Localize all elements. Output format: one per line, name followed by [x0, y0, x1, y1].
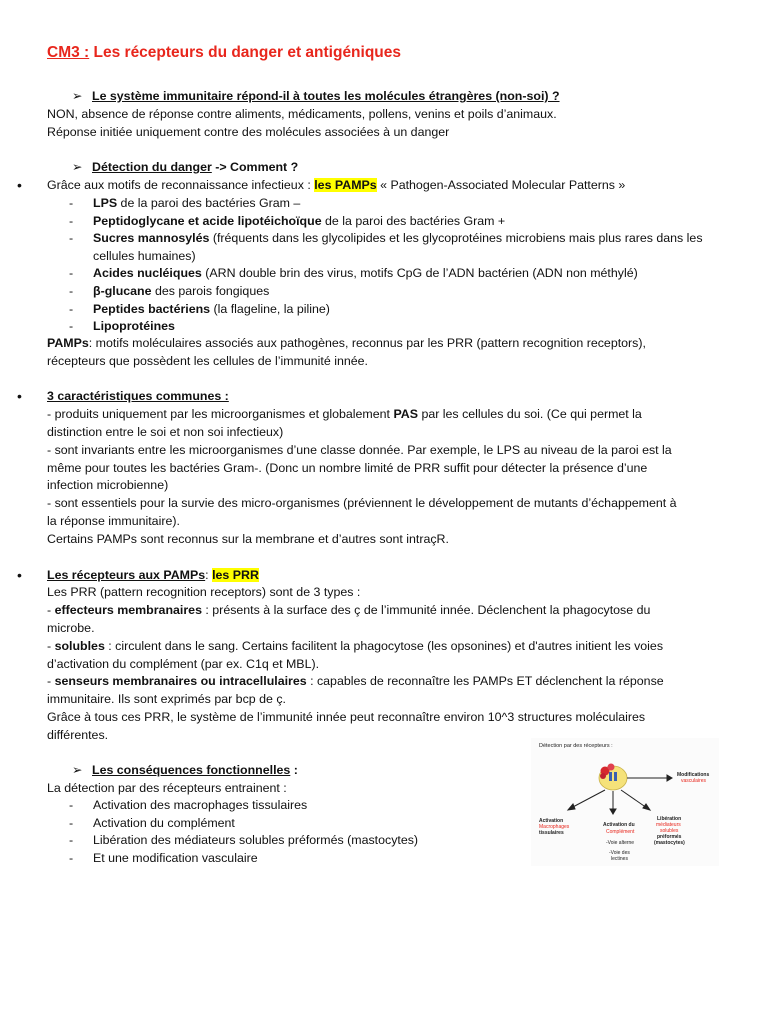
heading-detection: ➢ Détection du danger -> Comment ?: [72, 159, 298, 177]
pamps-definition-line2: récepteurs que possèdent les cellules de l’immunité innée.: [47, 354, 368, 368]
heading-consequences: ➢ Les conséquences fonctionnelles :: [72, 762, 298, 780]
prr-line2: - effecteurs membranaires : présents à la surface des ç de l’immunité innée. Déclenchent la phagocytose du: [47, 603, 651, 617]
list-item: - LPS de la paroi des bactéries Gram –: [69, 196, 301, 210]
label-voie-alterne: -Voie alterne: [606, 840, 635, 846]
label-activation-complement: Activation du: [603, 822, 635, 828]
carac-line4: même pour toutes les bactéries Gram-. (Donc un nombre limité de PRR suffit pour détecter la présence d’une: [47, 461, 648, 475]
label-voie-des: -Voie des: [609, 850, 630, 856]
prr-line6: - senseurs membranaires ou intracellulaires : capables de reconnaître les PAMPs ET déclenchent la réponse: [47, 674, 664, 688]
bullet-dot-icon: •: [17, 567, 22, 583]
label-tissulaires: tissulaires: [539, 830, 564, 836]
list-item: - β-glucane des parois fongiques: [69, 283, 270, 298]
figure-title: Détection par des récepteurs :: [539, 743, 613, 749]
list-item: - Activation des macrophages tissulaires: [69, 798, 308, 812]
bullet-dot-icon: •: [17, 177, 22, 193]
carac-line7: la réponse immunitaire).: [47, 514, 180, 528]
arrow-bullet-icon: ➢: [72, 160, 83, 174]
heading-prr: Les récepteurs aux PAMPs: les PRR: [47, 568, 259, 582]
prr-line3: microbe.: [47, 621, 95, 635]
arrow-bullet-icon: ➢: [72, 89, 83, 103]
page-title: [47, 44, 401, 62]
bullet-dot-icon: •: [17, 388, 22, 404]
carac-line3: - sont invariants entre les microorganismes d’une classe donnée. Par exemple, le LPS au niveau de la paroi est la: [47, 443, 672, 457]
label-mediateurs: médiateurs: [656, 822, 681, 828]
label-lectines: lectines: [611, 856, 628, 862]
course-code: CM3 :: [47, 44, 90, 61]
carac-line6: - sont essentiels pour la survie des micro-organismes (préviennent le développement de mutants d’échappement à: [47, 496, 677, 510]
label-modifications: Modifications: [677, 772, 710, 778]
label-preformes: préformés: [657, 834, 682, 840]
arrow-bullet-icon: ➢: [72, 763, 83, 777]
carac-line1: - produits uniquement par les microorganismes et globalement PAS par les cellules du soi. (Ce qui permet la: [47, 407, 642, 421]
label-mastocytes: (mastocytes): [654, 840, 685, 846]
label-complement: Complément: [606, 829, 635, 835]
prr-line5: d’activation du complément (par ex. C1q et MBL).: [47, 657, 320, 671]
q1-answer-line2: Réponse initiée uniquement contre des molécules associées à un danger: [47, 125, 450, 139]
list-item-continuation: cellules humaines): [93, 248, 196, 263]
label-macrophages: Macrophages: [539, 824, 570, 830]
carac-line5: infection microbienne): [47, 478, 169, 492]
list-item: - Sucres mannosylés (fréquents dans les glycolipides et les glycoprotéines microbiens mais plus rares dans les: [69, 231, 703, 246]
label-activation-left: Activation: [539, 818, 564, 824]
consequences-intro: La détection par des récepteurs entrainent :: [47, 781, 287, 795]
prr-line4: - solubles : circulent dans le sang. Certains facilitent la phagocytose (les opsonines) et d'autres initient les voies: [47, 639, 664, 653]
highlight-les-prr: les PRR: [212, 568, 259, 582]
pamps-definition-line1: PAMPs: motifs moléculaires associés aux pathogènes, reconnus par les PRR (pattern recognition receptors),: [47, 336, 646, 350]
list-item: - Acides nucléiques (ARN double brin des virus, motifs CpG de l’ADN bactérien (ADN non méthylé): [69, 266, 638, 281]
highlight-les-pamps: les PAMPs: [314, 178, 377, 192]
q1-answer-line1: NON, absence de réponse contre aliments, médicaments, pollens, venins et poils d’animaux.: [47, 107, 557, 121]
carac-line2: distinction entre le soi et non soi infectieux): [47, 425, 284, 439]
receptor-cluster-icon: [599, 764, 627, 791]
list-item: - Peptides bactériens (la flageline, la piline): [69, 301, 330, 316]
consequences-list: [69, 797, 529, 867]
prr-line9: différentes.: [47, 728, 109, 742]
label-solubles: solubles: [660, 828, 679, 834]
label-liberation: Libération: [657, 816, 682, 822]
list-item: - Libération des médiateurs solubles préformés (mastocytes): [69, 833, 419, 848]
list-item: - Peptidoglycane et acide lipotéichoïque de la paroi des bactéries Gram +: [69, 213, 506, 228]
title-text: Les récepteurs du danger et antigéniques: [93, 44, 402, 61]
prr-line8: Grâce à tous ces PRR, le système de l’immunité innée peut reconnaître environ 10^3 structures moléculaires: [47, 710, 646, 724]
detection-diagram: [531, 738, 719, 866]
list-item: - Et une modification vasculaire: [69, 850, 258, 865]
list-item: - Lipoprotéines: [69, 319, 175, 334]
pamps-list: [69, 195, 729, 336]
pamps-intro: Grâce aux motifs de reconnaissance infectieux : les PAMPs « Pathogen-Associated Molecular Patterns »: [47, 178, 626, 192]
heading-immune-response: ➢ Le système immunitaire répond-il à toutes les molécules étrangères (non-soi) ?: [72, 88, 560, 106]
carac-line8: Certains PAMPs sont reconnus sur la membrane et d’autres sont intraçR.: [47, 532, 449, 546]
prr-line1: Les PRR (pattern recognition receptors) sont de 3 types :: [47, 585, 361, 599]
heading-characteristics: 3 caractéristiques communes :: [47, 389, 229, 403]
list-item: - Activation du complément: [69, 815, 235, 830]
label-vasculaires: vasculaires: [681, 778, 707, 784]
prr-line7: immunitaire. Ils sont exprimés par bcp de ç.: [47, 692, 286, 706]
